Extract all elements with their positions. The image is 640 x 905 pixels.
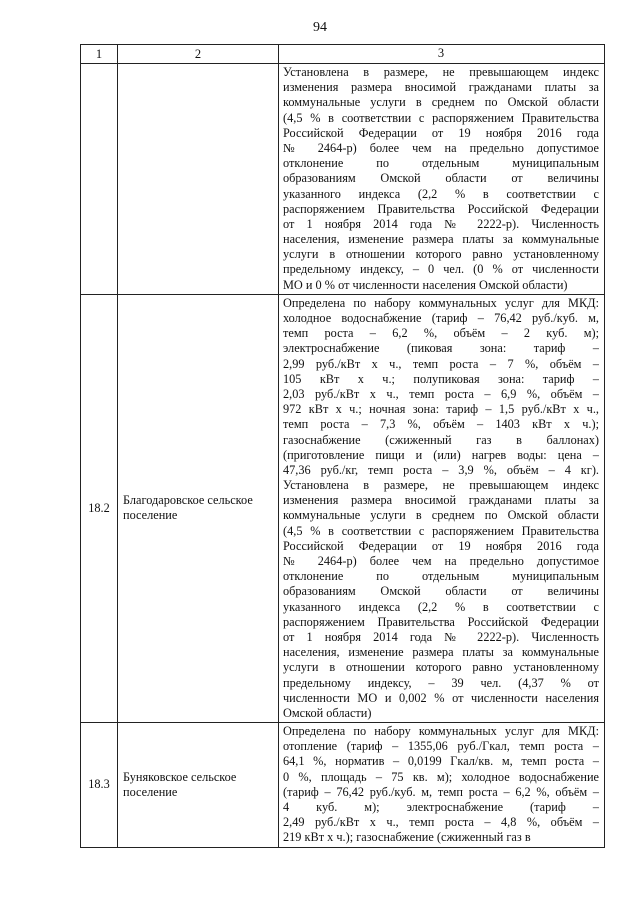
row-text [279, 294, 605, 722]
text-line: отклонение по отдельным муниципальным [283, 156, 599, 171]
text-line: указанного индекса (2,2 % в соответствии с [283, 186, 599, 201]
header-col-2: 2 [118, 45, 279, 64]
text-line: холодное водоснабжение (тариф – 76,42 руб./куб. м, [283, 311, 599, 325]
text-line: изменения размера вносимой гражданами платы за [283, 493, 599, 508]
text-line: Российской Федерации от 19 ноября 2016 года [283, 125, 599, 140]
text-line: 2,99 руб./кВт х ч., темп роста – 7 %, объём – [283, 356, 599, 371]
text-line: предельному индексу, – 0 чел. (0 % от численности [283, 262, 599, 277]
text-line: отклонение по отдельным муниципальным [283, 569, 599, 584]
text-line: (4,5 % в соответствии с распоряжением Правительства [283, 110, 599, 125]
text-line: Установлена в размере, не превышающем индекс [283, 65, 599, 79]
text-line: распоряжением Правительства Российской Федерации [283, 201, 599, 216]
text-line: (4,5 % в соответствии с распоряжением Правительства [283, 523, 599, 538]
text-line: № 2464-р) более чем на предельно допустимое [283, 140, 599, 155]
text-line: коммунальные услуги в среднем по Омской области [283, 95, 599, 110]
row-text [279, 723, 605, 848]
row-name [118, 723, 279, 848]
text-line: темп роста – 6,2 %, объём – 2 куб. м); [283, 326, 599, 341]
text-line: населения, изменение размера платы за коммунальные [283, 232, 599, 247]
header-col-1: 1 [81, 45, 118, 64]
text-line: МО и 0 % от численности населения Омской области) [283, 277, 568, 292]
text-line: 0 %, площадь – 75 кв. м); холодное водоснабжение [283, 769, 599, 784]
text-line: (тариф – 76,42 руб./куб. м, темп роста – 6,2 %, объём – [283, 784, 599, 799]
document-table [80, 44, 605, 848]
text-line: услуги в отношении которого равно установленному [283, 660, 599, 675]
text-line: Определена по набору коммунальных услуг для МКД: [283, 295, 599, 310]
row-text [279, 64, 605, 295]
row-name-line: Буняковское сельское [123, 769, 237, 784]
text-line: от 1 ноября 2014 года № 2222-р). Численность [283, 216, 599, 231]
row-name-line: поселение [123, 508, 178, 523]
text-line: электроснабжение (пиковая зона: тариф – [283, 341, 599, 356]
text-line: 64,1 %, норматив – 0,0199 Гкал/кв. м, темп роста – [283, 754, 599, 769]
row-name-line: поселение [123, 784, 178, 799]
text-line: предельному индексу, – 39 чел. (4,37 % от [283, 675, 599, 690]
text-line: численности МО и 0,002 % от численности населения [283, 690, 599, 705]
row-name [118, 294, 279, 722]
text-line: от 1 ноября 2014 года № 2222-р). Численность [283, 629, 599, 644]
text-line: 2,03 руб./кВт х ч., темп роста – 6,9 %, объём – [283, 386, 599, 401]
text-line: услуги в отношении которого равно установленному [283, 247, 599, 262]
text-line: образованиям Омской области от величины [283, 171, 599, 186]
text-line: населения, изменение размера платы за коммунальные [283, 645, 599, 660]
text-line: Омской области) [283, 705, 372, 720]
row-number: 18.3 [81, 723, 118, 848]
text-line: № 2464-р) более чем на предельно допустимое [283, 554, 599, 568]
row-name-line: Благодаровское сельское [123, 493, 253, 508]
text-line: 47,36 руб./кг, темп роста – 3,9 %, объём – 4 кг). [283, 462, 599, 477]
row-name [118, 64, 279, 295]
text-line: 972 кВт х ч.; ночная зона: тариф – 1,5 руб./кВт х ч., [283, 402, 599, 417]
text-line: Российской Федерации от 19 ноября 2016 года [283, 538, 599, 553]
text-line: 2,49 руб./кВт х ч., темп роста – 4,8 %, объём – [283, 815, 599, 830]
text-line: (приготовление пищи и (или) нагрев воды: цена – [283, 447, 599, 462]
text-line: изменения размера вносимой гражданами платы за [283, 80, 599, 95]
text-line: Определена по набору коммунальных услуг для МКД: [283, 724, 599, 739]
header-col-3: 3 [279, 45, 605, 64]
text-line: темп роста – 7,3 %, объём – 1403 кВт х ч.); [283, 417, 599, 432]
text-line: отопление (тариф – 1355,06 руб./Гкал, темп роста – [283, 739, 599, 754]
text-line: 105 кВт х ч.; полупиковая зона: тариф – [283, 371, 599, 386]
text-line: газоснабжение (сжиженный газ в баллонах) [283, 432, 599, 447]
text-line: 219 кВт х ч.); газоснабжение (сжиженный газ в [283, 830, 531, 845]
text-line: образованиям Омской области от величины [283, 584, 599, 599]
text-line: Установлена в размере, не превышающем индекс [283, 478, 599, 493]
table-header-row [81, 45, 605, 64]
row-number [81, 64, 118, 295]
text-line: 4 куб. м); электроснабжение (тариф – [283, 800, 599, 814]
table-row [81, 64, 605, 295]
row-number: 18.2 [81, 294, 118, 722]
text-line: коммунальные услуги в среднем по Омской области [283, 508, 599, 523]
text-line: распоряжением Правительства Российской Федерации [283, 614, 599, 629]
text-line: указанного индекса (2,2 % в соответствии с [283, 599, 599, 614]
page-number: 94 [313, 20, 327, 35]
table-row [81, 294, 605, 722]
table-row [81, 723, 605, 848]
